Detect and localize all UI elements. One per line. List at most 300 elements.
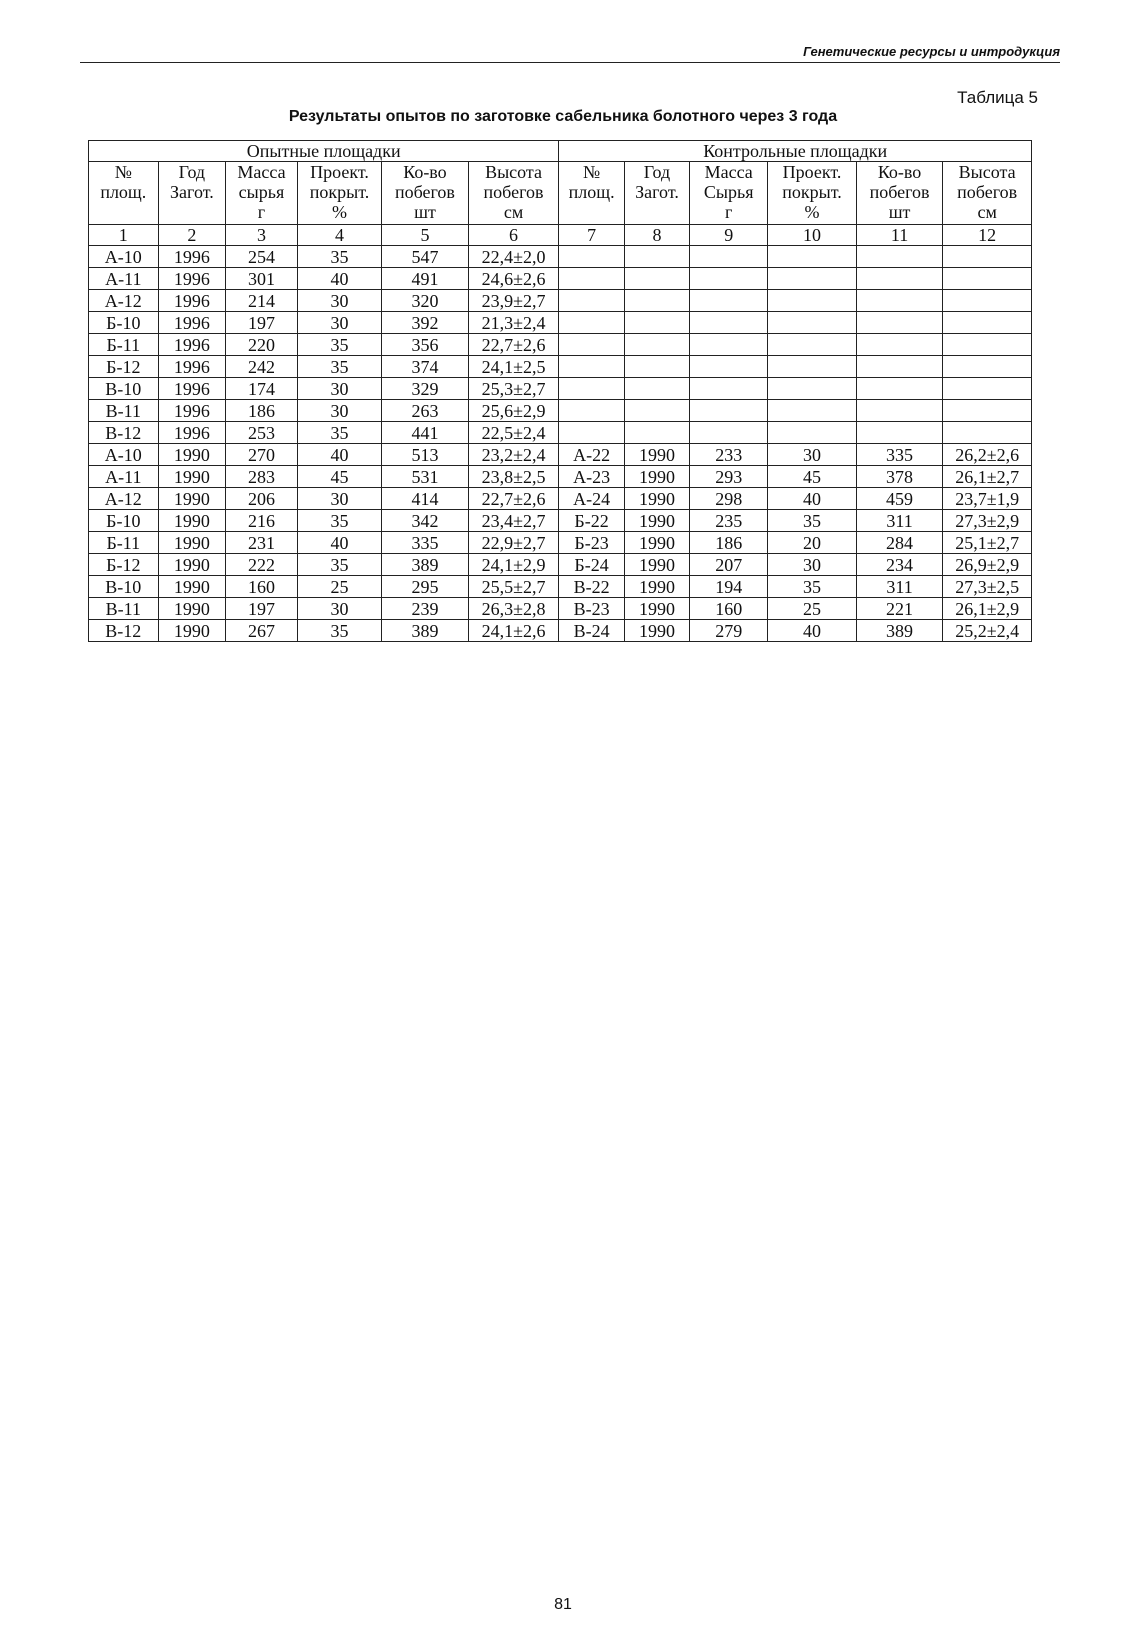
table-cell bbox=[768, 312, 857, 334]
table-cell: 270 bbox=[226, 444, 298, 466]
table-row bbox=[89, 290, 1032, 312]
table-cell: 392 bbox=[382, 312, 468, 334]
table-cell bbox=[559, 312, 624, 334]
column-header-line: Сырья bbox=[703, 182, 754, 202]
table-cell bbox=[690, 290, 768, 312]
column-header bbox=[624, 162, 689, 225]
table-cell bbox=[690, 312, 768, 334]
table-cell bbox=[856, 290, 942, 312]
table-cell: 25,3±2,7 bbox=[468, 378, 559, 400]
table-cell: 253 bbox=[226, 422, 298, 444]
table-cell bbox=[559, 268, 624, 290]
table-cell bbox=[559, 400, 624, 422]
table-cell: 40 bbox=[297, 444, 381, 466]
table-cell: 1990 bbox=[158, 488, 226, 510]
table-body bbox=[89, 246, 1032, 642]
table-cell: В-12 bbox=[89, 422, 159, 444]
table-cell: 21,3±2,4 bbox=[468, 312, 559, 334]
table-cell: 35 bbox=[297, 620, 381, 642]
column-header-line: г bbox=[257, 202, 266, 222]
table-cell: В-11 bbox=[89, 598, 159, 620]
table-row bbox=[89, 444, 1032, 466]
table-cell: А-10 bbox=[89, 246, 159, 268]
table-cell bbox=[690, 356, 768, 378]
table-cell: Б-11 bbox=[89, 334, 159, 356]
table-cell: 1990 bbox=[624, 554, 689, 576]
table-cell: 35 bbox=[297, 554, 381, 576]
table-cell: 1990 bbox=[624, 488, 689, 510]
table-cell: 1990 bbox=[624, 598, 689, 620]
table-cell: 531 bbox=[382, 466, 468, 488]
column-header-line: Год bbox=[643, 162, 671, 182]
table-cell: В-24 bbox=[559, 620, 624, 642]
table-cell: 267 bbox=[226, 620, 298, 642]
table-cell: 1996 bbox=[158, 378, 226, 400]
column-header-line: шт bbox=[888, 202, 911, 222]
column-header bbox=[226, 162, 298, 225]
table-cell: 295 bbox=[382, 576, 468, 598]
table-cell bbox=[768, 400, 857, 422]
table-cell: 1996 bbox=[158, 268, 226, 290]
column-header bbox=[856, 162, 942, 225]
column-header bbox=[468, 162, 559, 225]
table-cell: 441 bbox=[382, 422, 468, 444]
table-row bbox=[89, 356, 1032, 378]
table-cell: 160 bbox=[690, 598, 768, 620]
table-cell: А-22 bbox=[559, 444, 624, 466]
table-row bbox=[89, 576, 1032, 598]
table-cell: 1990 bbox=[158, 598, 226, 620]
table-cell: 1996 bbox=[158, 356, 226, 378]
table-cell: 30 bbox=[297, 400, 381, 422]
table-row bbox=[89, 532, 1032, 554]
table-cell: 25,1±2,7 bbox=[943, 532, 1032, 554]
table-cell: 40 bbox=[768, 488, 857, 510]
table-cell: Б-23 bbox=[559, 532, 624, 554]
table-cell: 214 bbox=[226, 290, 298, 312]
table-cell bbox=[559, 334, 624, 356]
table-cell: 335 bbox=[856, 444, 942, 466]
table-cell bbox=[690, 400, 768, 422]
table-cell: А-11 bbox=[89, 466, 159, 488]
table-cell: 40 bbox=[297, 532, 381, 554]
table-cell: 222 bbox=[226, 554, 298, 576]
table-cell: 22,7±2,6 bbox=[468, 334, 559, 356]
table-row bbox=[89, 466, 1032, 488]
column-number: 7 bbox=[559, 225, 624, 246]
table-cell: 23,4±2,7 bbox=[468, 510, 559, 532]
table-cell bbox=[856, 268, 942, 290]
column-number: 3 bbox=[226, 225, 298, 246]
column-header-line: Загот. bbox=[170, 182, 214, 202]
table-cell: 1990 bbox=[624, 576, 689, 598]
table-cell: 1990 bbox=[158, 532, 226, 554]
table-cell: В-12 bbox=[89, 620, 159, 642]
table-cell: 1990 bbox=[158, 554, 226, 576]
table-cell: 35 bbox=[297, 422, 381, 444]
table-cell bbox=[690, 422, 768, 444]
table-cell: Б-24 bbox=[559, 554, 624, 576]
table-cell: 284 bbox=[856, 532, 942, 554]
table-cell bbox=[559, 290, 624, 312]
column-header-line: побегов bbox=[869, 182, 930, 202]
column-header bbox=[297, 162, 381, 225]
column-header-line: Загот. bbox=[635, 182, 679, 202]
table-cell: 389 bbox=[382, 554, 468, 576]
table-cell: В-11 bbox=[89, 400, 159, 422]
table-row bbox=[89, 510, 1032, 532]
table-cell: 30 bbox=[297, 378, 381, 400]
table-cell: 40 bbox=[297, 268, 381, 290]
column-header-line: Проект. bbox=[782, 162, 842, 182]
table-cell bbox=[943, 400, 1032, 422]
column-header-line: см bbox=[503, 202, 524, 222]
table-cell bbox=[768, 378, 857, 400]
table-cell: 342 bbox=[382, 510, 468, 532]
table-row bbox=[89, 246, 1032, 268]
table-cell bbox=[624, 290, 689, 312]
table-cell: 27,3±2,9 bbox=[943, 510, 1032, 532]
table-cell: 206 bbox=[226, 488, 298, 510]
table-cell bbox=[768, 290, 857, 312]
table-cell bbox=[768, 356, 857, 378]
table-cell bbox=[624, 400, 689, 422]
table-cell: 235 bbox=[690, 510, 768, 532]
table-cell: 24,6±2,6 bbox=[468, 268, 559, 290]
group-header-experimental: Опытные площадки bbox=[89, 141, 559, 162]
table-row bbox=[89, 334, 1032, 356]
table-cell: 194 bbox=[690, 576, 768, 598]
table-cell: 1996 bbox=[158, 400, 226, 422]
table-cell bbox=[856, 334, 942, 356]
table-cell: 459 bbox=[856, 488, 942, 510]
table-cell: Б-10 bbox=[89, 312, 159, 334]
table-cell bbox=[856, 378, 942, 400]
table-cell bbox=[856, 422, 942, 444]
table-cell bbox=[624, 268, 689, 290]
table-cell: 216 bbox=[226, 510, 298, 532]
column-header-line: Год bbox=[178, 162, 206, 182]
table-cell: В-23 bbox=[559, 598, 624, 620]
column-header-line: Проект. bbox=[310, 162, 369, 182]
column-header-line: побегов bbox=[394, 182, 455, 202]
column-header bbox=[690, 162, 768, 225]
table-cell: 1990 bbox=[624, 510, 689, 532]
column-header-line: Ко-во bbox=[403, 162, 447, 182]
table-cell: А-24 bbox=[559, 488, 624, 510]
table-cell bbox=[559, 246, 624, 268]
table-cell: 1996 bbox=[158, 312, 226, 334]
table-cell: В-22 bbox=[559, 576, 624, 598]
table-cell bbox=[624, 422, 689, 444]
table-cell: 22,9±2,7 bbox=[468, 532, 559, 554]
table-cell: 40 bbox=[768, 620, 857, 642]
table-cell bbox=[943, 312, 1032, 334]
table-cell: 414 bbox=[382, 488, 468, 510]
column-header bbox=[559, 162, 624, 225]
table-cell: 22,7±2,6 bbox=[468, 488, 559, 510]
table-cell: Б-12 bbox=[89, 356, 159, 378]
table-cell bbox=[690, 378, 768, 400]
table-cell: 35 bbox=[297, 356, 381, 378]
column-number: 12 bbox=[943, 225, 1032, 246]
table-cell: 329 bbox=[382, 378, 468, 400]
column-header-line: площ. bbox=[568, 182, 615, 202]
table-cell: 25,6±2,9 bbox=[468, 400, 559, 422]
table-cell bbox=[856, 312, 942, 334]
group-header-control: Контрольные площадки bbox=[559, 141, 1032, 162]
column-header-line: № bbox=[582, 162, 601, 182]
table-cell bbox=[856, 400, 942, 422]
table-row bbox=[89, 422, 1032, 444]
table-row bbox=[89, 400, 1032, 422]
table-cell: 24,1±2,5 bbox=[468, 356, 559, 378]
column-number: 6 bbox=[468, 225, 559, 246]
table-cell: 234 bbox=[856, 554, 942, 576]
table-cell: 27,3±2,5 bbox=[943, 576, 1032, 598]
table-cell: 26,9±2,9 bbox=[943, 554, 1032, 576]
table-cell bbox=[624, 378, 689, 400]
table-row bbox=[89, 312, 1032, 334]
table-cell: 335 bbox=[382, 532, 468, 554]
page-number: 81 bbox=[554, 1596, 572, 1613]
column-number: 5 bbox=[382, 225, 468, 246]
table-cell bbox=[690, 246, 768, 268]
table-cell: 23,7±1,9 bbox=[943, 488, 1032, 510]
column-number: 10 bbox=[768, 225, 857, 246]
table-cell: 24,1±2,9 bbox=[468, 554, 559, 576]
table-cell: 1996 bbox=[158, 290, 226, 312]
table-cell: 22,4±2,0 bbox=[468, 246, 559, 268]
table-cell: 26,1±2,7 bbox=[943, 466, 1032, 488]
table-cell: 25 bbox=[768, 598, 857, 620]
table-cell bbox=[943, 290, 1032, 312]
table-cell: А-10 bbox=[89, 444, 159, 466]
table-cell bbox=[624, 356, 689, 378]
column-header-line: Высота bbox=[485, 162, 542, 182]
table-cell: 220 bbox=[226, 334, 298, 356]
column-header-line: № bbox=[114, 162, 132, 182]
table-cell: 23,2±2,4 bbox=[468, 444, 559, 466]
column-header bbox=[943, 162, 1032, 225]
table-cell: 35 bbox=[297, 334, 381, 356]
table-cell: 26,3±2,8 bbox=[468, 598, 559, 620]
table-cell: 30 bbox=[768, 444, 857, 466]
table-cell: 293 bbox=[690, 466, 768, 488]
table-cell: 197 bbox=[226, 312, 298, 334]
column-header-line: Высота bbox=[958, 162, 1016, 182]
table-cell: 1990 bbox=[158, 510, 226, 532]
table-cell: 25 bbox=[297, 576, 381, 598]
column-header-line: Ко-во bbox=[877, 162, 922, 182]
table-cell bbox=[943, 422, 1032, 444]
table-cell bbox=[943, 268, 1032, 290]
table-cell: 25,2±2,4 bbox=[943, 620, 1032, 642]
column-header-line: см bbox=[977, 202, 997, 222]
column-header-line: сырья bbox=[238, 182, 285, 202]
table-cell: 298 bbox=[690, 488, 768, 510]
table-cell: В-10 bbox=[89, 378, 159, 400]
column-number-row bbox=[89, 225, 1032, 246]
table-cell: 301 bbox=[226, 268, 298, 290]
table-cell: 186 bbox=[226, 400, 298, 422]
column-header bbox=[768, 162, 857, 225]
results-table bbox=[88, 140, 1032, 642]
table-cell: 26,1±2,9 bbox=[943, 598, 1032, 620]
table-cell bbox=[624, 334, 689, 356]
table-cell: 263 bbox=[382, 400, 468, 422]
table-cell: 23,8±2,5 bbox=[468, 466, 559, 488]
column-number: 2 bbox=[158, 225, 226, 246]
table-cell bbox=[559, 378, 624, 400]
table-cell: 22,5±2,4 bbox=[468, 422, 559, 444]
table-cell: 311 bbox=[856, 510, 942, 532]
table-cell: 30 bbox=[297, 290, 381, 312]
table-cell: 174 bbox=[226, 378, 298, 400]
table-cell: 1996 bbox=[158, 246, 226, 268]
column-header-line: Масса bbox=[237, 162, 286, 182]
table-cell: 378 bbox=[856, 466, 942, 488]
column-header-line: побегов bbox=[957, 182, 1018, 202]
table-cell: 233 bbox=[690, 444, 768, 466]
table-cell: А-23 bbox=[559, 466, 624, 488]
table-cell bbox=[559, 422, 624, 444]
table-cell: 1996 bbox=[158, 334, 226, 356]
table-cell: 1990 bbox=[158, 466, 226, 488]
table-cell: 1990 bbox=[624, 466, 689, 488]
table-row bbox=[89, 620, 1032, 642]
table-row bbox=[89, 598, 1032, 620]
table-cell: 25,5±2,7 bbox=[468, 576, 559, 598]
table-cell bbox=[856, 356, 942, 378]
table-cell bbox=[624, 312, 689, 334]
table-cell: 30 bbox=[768, 554, 857, 576]
table-cell: А-12 bbox=[89, 290, 159, 312]
table-cell: А-12 bbox=[89, 488, 159, 510]
table-cell: 1990 bbox=[624, 444, 689, 466]
table-cell bbox=[768, 268, 857, 290]
table-cell: 45 bbox=[768, 466, 857, 488]
table-cell bbox=[559, 356, 624, 378]
group-header-row bbox=[89, 141, 1032, 162]
table-cell: 30 bbox=[297, 312, 381, 334]
column-header-line: покрыт. bbox=[309, 182, 370, 202]
table-cell: В-10 bbox=[89, 576, 159, 598]
column-header-line: г bbox=[725, 202, 733, 222]
table-cell: Б-11 bbox=[89, 532, 159, 554]
table-cell: 20 bbox=[768, 532, 857, 554]
table-cell: Б-12 bbox=[89, 554, 159, 576]
table-cell: 231 bbox=[226, 532, 298, 554]
table-cell: 1990 bbox=[158, 444, 226, 466]
table-cell: 1990 bbox=[624, 532, 689, 554]
table-cell: 389 bbox=[382, 620, 468, 642]
table-cell: Б-10 bbox=[89, 510, 159, 532]
table-cell: 197 bbox=[226, 598, 298, 620]
table-cell: 23,9±2,7 bbox=[468, 290, 559, 312]
running-header: Генетические ресурсы и интродукция bbox=[80, 44, 1060, 63]
table-cell: 24,1±2,6 bbox=[468, 620, 559, 642]
table-cell: 389 bbox=[856, 620, 942, 642]
column-header-line: побегов bbox=[483, 182, 544, 202]
table-title: Результаты опытов по заготовке сабельника болотного через 3 года bbox=[288, 108, 838, 125]
table-cell: 35 bbox=[768, 510, 857, 532]
table-number: Таблица 5 bbox=[957, 88, 1038, 107]
table-cell: 254 bbox=[226, 246, 298, 268]
table-cell: 1996 bbox=[158, 422, 226, 444]
table-row bbox=[89, 554, 1032, 576]
table-cell: 279 bbox=[690, 620, 768, 642]
table-cell bbox=[768, 422, 857, 444]
table-cell: 513 bbox=[382, 444, 468, 466]
table-cell: 547 bbox=[382, 246, 468, 268]
table-cell: 1990 bbox=[158, 620, 226, 642]
table-cell: 356 bbox=[382, 334, 468, 356]
table-cell bbox=[690, 268, 768, 290]
table-cell: 35 bbox=[297, 246, 381, 268]
table-cell bbox=[690, 334, 768, 356]
table-cell bbox=[768, 246, 857, 268]
table-cell bbox=[943, 378, 1032, 400]
column-header-line: шт bbox=[414, 202, 436, 222]
table-row bbox=[89, 268, 1032, 290]
table-cell: 374 bbox=[382, 356, 468, 378]
table-cell: 30 bbox=[297, 598, 381, 620]
table-cell bbox=[943, 246, 1032, 268]
table-cell: 30 bbox=[297, 488, 381, 510]
column-header-line: площ. bbox=[100, 182, 147, 202]
table-cell: 221 bbox=[856, 598, 942, 620]
column-number: 4 bbox=[297, 225, 381, 246]
table-cell: А-11 bbox=[89, 268, 159, 290]
table-cell bbox=[624, 246, 689, 268]
table-row bbox=[89, 378, 1032, 400]
table-row bbox=[89, 488, 1032, 510]
table-cell: Б-22 bbox=[559, 510, 624, 532]
column-number: 11 bbox=[856, 225, 942, 246]
table-cell bbox=[943, 356, 1032, 378]
table-cell: 45 bbox=[297, 466, 381, 488]
table-cell: 26,2±2,6 bbox=[943, 444, 1032, 466]
table-cell: 320 bbox=[382, 290, 468, 312]
column-header bbox=[382, 162, 468, 225]
table-cell: 283 bbox=[226, 466, 298, 488]
table-cell: 186 bbox=[690, 532, 768, 554]
table-cell: 491 bbox=[382, 268, 468, 290]
table-cell bbox=[856, 246, 942, 268]
table-cell bbox=[943, 334, 1032, 356]
column-header-line: % bbox=[332, 202, 348, 222]
table-cell: 1990 bbox=[158, 576, 226, 598]
table-cell: 35 bbox=[297, 510, 381, 532]
table-cell: 207 bbox=[690, 554, 768, 576]
table-cell: 239 bbox=[382, 598, 468, 620]
column-number: 8 bbox=[624, 225, 689, 246]
table-cell: 1990 bbox=[624, 620, 689, 642]
column-number: 1 bbox=[89, 225, 159, 246]
table-cell: 242 bbox=[226, 356, 298, 378]
table-cell: 160 bbox=[226, 576, 298, 598]
column-number: 9 bbox=[690, 225, 768, 246]
column-header bbox=[89, 162, 159, 225]
column-header-row bbox=[89, 162, 1032, 225]
table-cell: 311 bbox=[856, 576, 942, 598]
column-header bbox=[158, 162, 226, 225]
table-cell: 35 bbox=[768, 576, 857, 598]
column-header-line: покрыт. bbox=[782, 182, 842, 202]
table-cell bbox=[768, 334, 857, 356]
column-header-line: % bbox=[804, 202, 820, 222]
